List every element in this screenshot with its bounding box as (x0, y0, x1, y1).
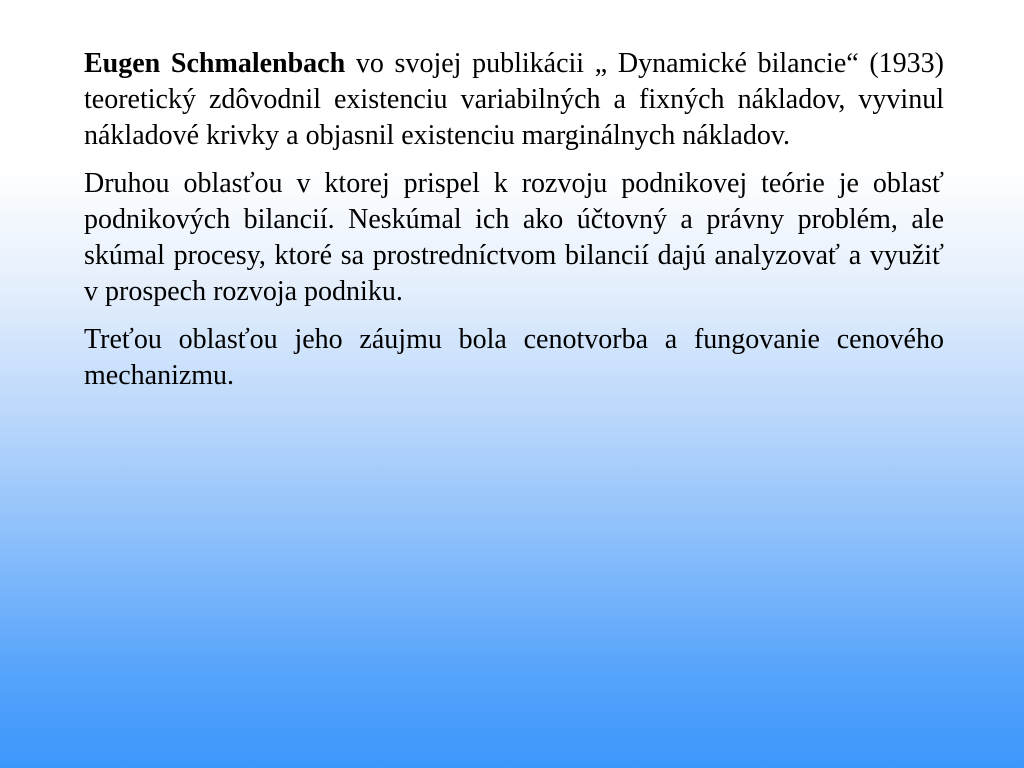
paragraph-pricing (84, 322, 944, 394)
slide-content (84, 46, 944, 406)
paragraph-schmalenbach-intro (84, 46, 944, 154)
paragraph-balance-sheets (84, 166, 944, 310)
paragraph-3-text: Treťou oblasťou jeho záujmu bola cenotvorba a fungovanie cenového mechanizmu. (84, 324, 944, 391)
paragraph-1-text: vo svojej publikácii „ Dynamické bilancie“ (1933) teoretický zdôvodnil existenciu variabilných a fixných nákladov, vyvinul nákladové krivky a objasnil existenciu marginálnych nákladov. (84, 48, 945, 151)
author-name: Eugen Schmalenbach (84, 48, 346, 79)
paragraph-2-text: Druhou oblasťou v ktorej prispel k rozvoju podnikovej teórie je oblasť podnikových bilancií. Neskúmal ich ako účtovný a právny problém, ale skúmal procesy, ktoré sa prostredníctvom bilancií dajú analyzovať a využiť v prospech rozvoja podniku. (84, 168, 944, 307)
